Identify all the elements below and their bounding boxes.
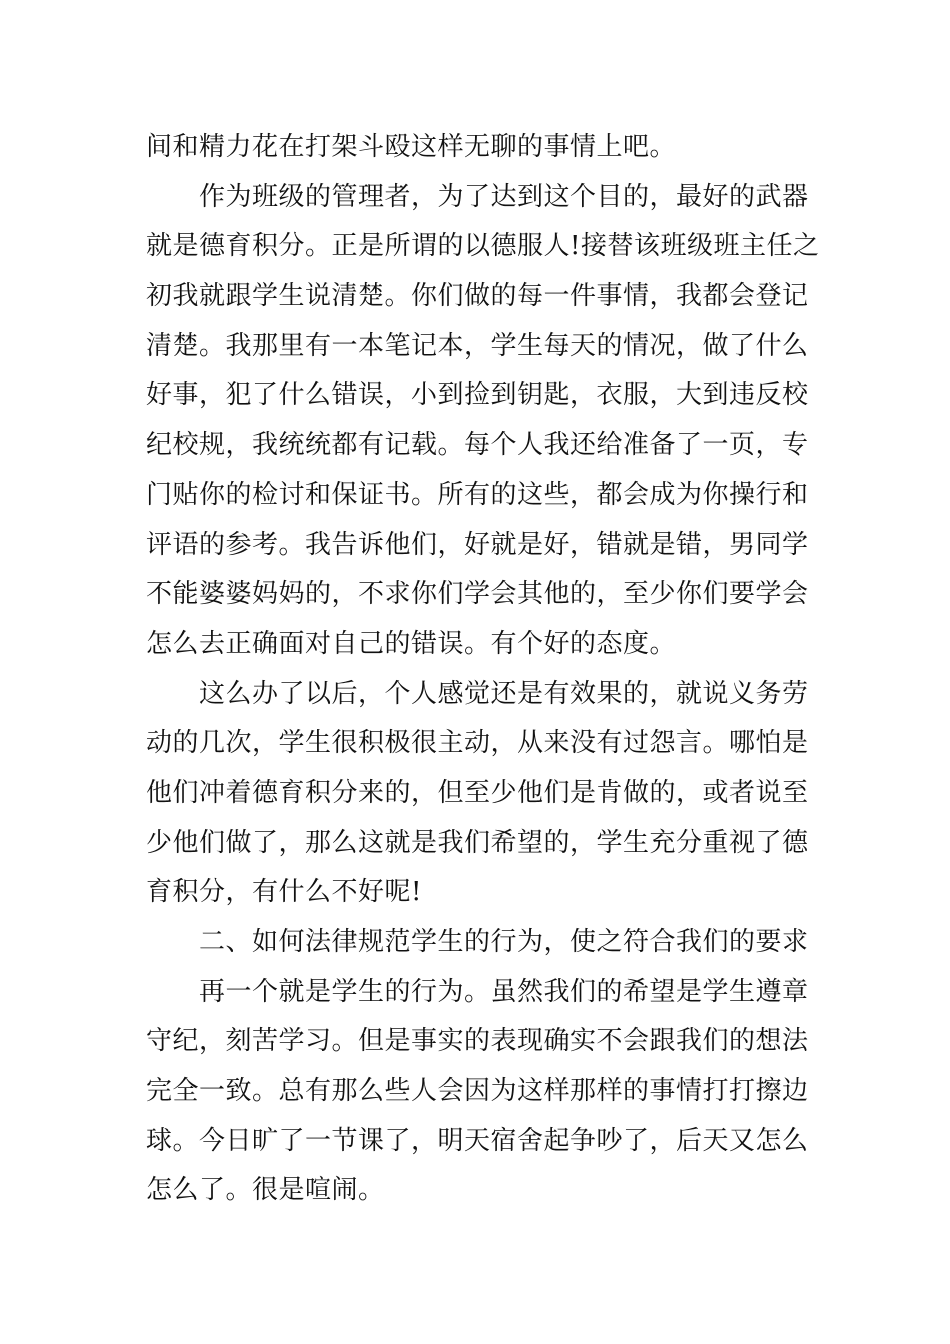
text-line: 不能婆婆妈妈的，不求你们学会其他的，至少你们要学会: [146, 579, 809, 610]
text-line: 作为班级的管理者，为了达到这个目的，最好的武器: [199, 181, 809, 212]
text-line: 好事，犯了什么错误，小到捡到钥匙，衣服，大到违反校: [146, 380, 809, 411]
text-line: 评语的参考。我告诉他们，好就是好，错就是错，男同学: [146, 529, 809, 560]
text-line: 间和精力花在打架斗殴这样无聊的事情上吧。: [146, 132, 677, 162]
text-line: 清楚。我那里有一本笔记本，学生每天的情况，做了什么: [146, 330, 809, 361]
text-line: 育积分，有什么不好呢!: [146, 877, 422, 908]
text-line: 初我就跟学生说清楚。你们做的每一件事情，我都会登记: [146, 281, 809, 312]
document-body: [146, 123, 820, 1216]
text-line: 怎么去正确面对自己的错误。有个好的态度。: [146, 628, 677, 659]
text-line: 球。今日旷了一节课了，明天宿舍起争吵了，后天又怎么: [146, 1125, 809, 1156]
text-line: 就是德育积分。正是所谓的以德服人!接替该班级班主任之: [146, 231, 820, 262]
text-line: 门贴你的检讨和保证书。所有的这些，都会成为你操行和: [146, 479, 809, 510]
text-line: 再一个就是学生的行为。虽然我们的希望是学生遵章: [199, 976, 809, 1007]
section-heading: 二、如何法律规范学生的行为，使之符合我们的要求: [199, 927, 809, 957]
text-line: 他们冲着德育积分来的，但至少他们是肯做的，或者说至: [146, 777, 809, 808]
text-line: 动的几次，学生很积极很主动，从来没有过怨言。哪怕是: [146, 728, 809, 759]
text-line: 怎么了。很是喧闹。: [146, 1175, 385, 1206]
text-line: 守纪，刻苦学习。但是事实的表现确实不会跟我们的想法: [146, 1026, 809, 1057]
text-line: 完全一致。总有那么些人会因为这样那样的事情打打擦边: [146, 1076, 809, 1107]
text-line: 纪校规，我统统都有记载。每个人我还给准备了一页，专: [146, 430, 809, 461]
text-line: 少他们做了，那么这就是我们希望的，学生充分重视了德: [146, 827, 809, 858]
text-line: 这么办了以后，个人感觉还是有效果的，就说义务劳: [199, 678, 809, 709]
